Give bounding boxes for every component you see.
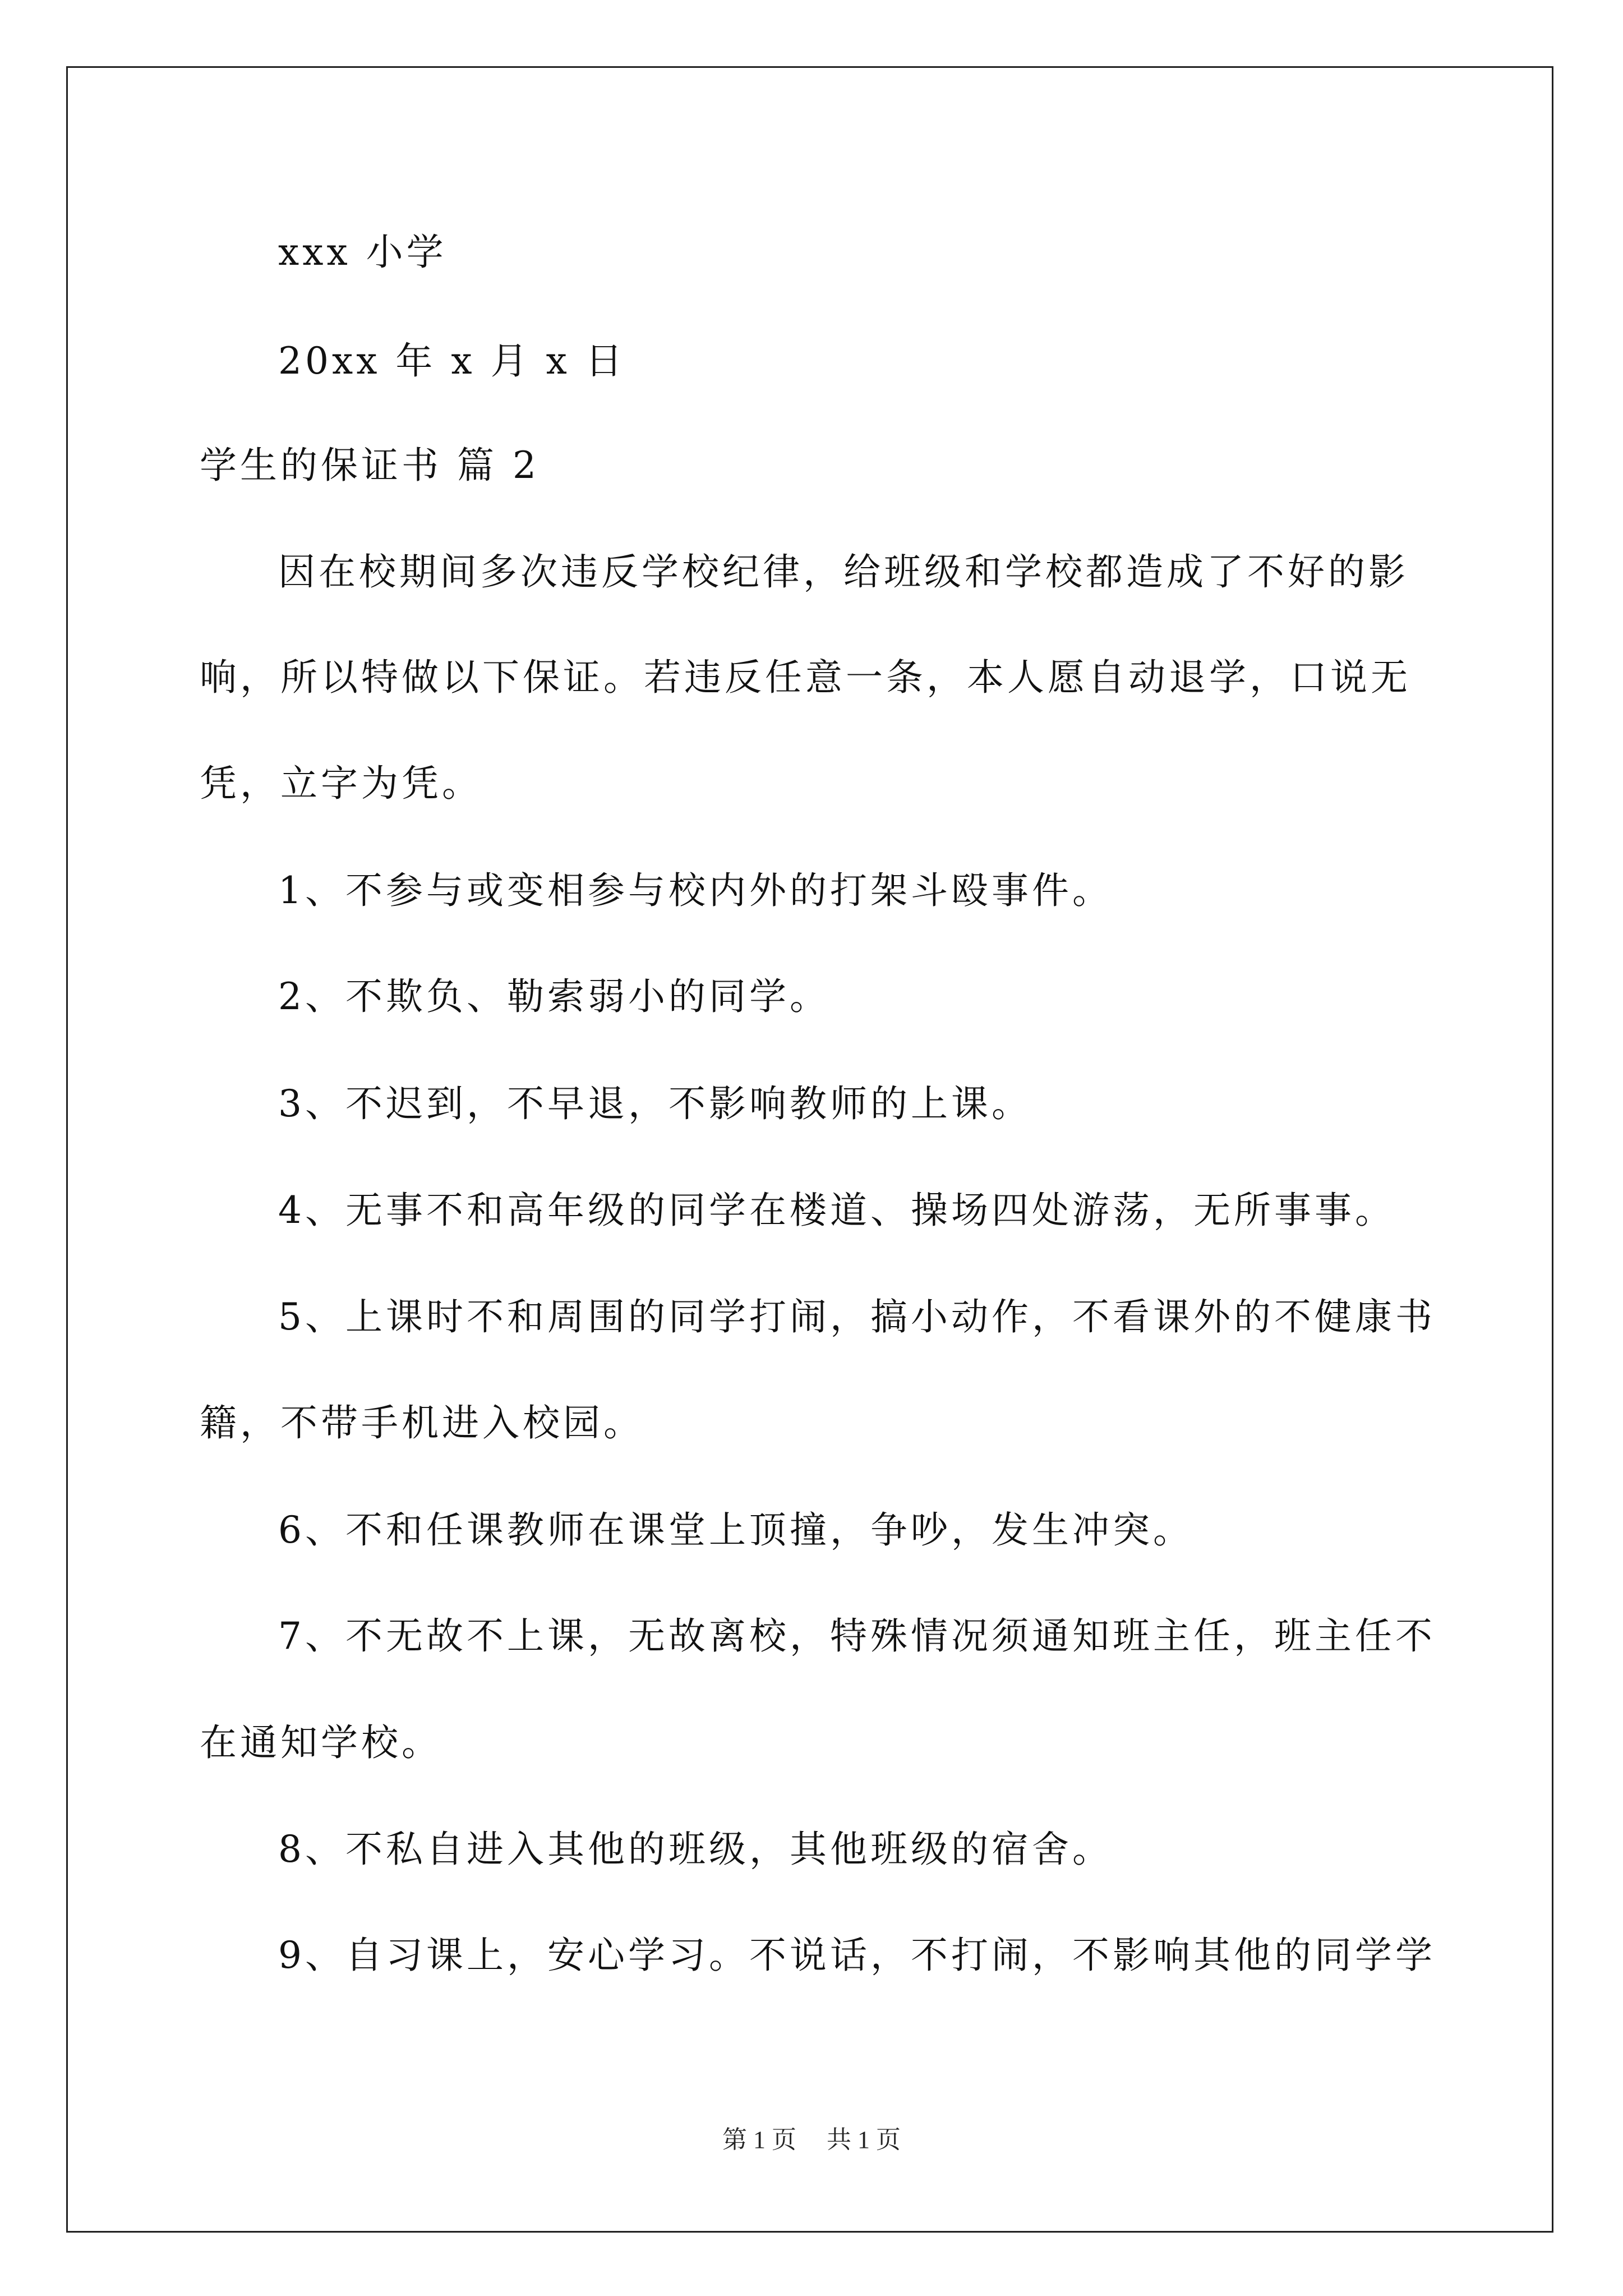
pledge-item-7-cont: 在通知学校。 [200, 1721, 442, 1764]
page-footer [0, 2124, 1623, 2156]
section-title: 学生的保证书 篇 2 [200, 444, 540, 487]
document-date: 20xx 年 x 月 x 日 [278, 339, 626, 383]
school-name: xxx 小学 [278, 231, 447, 274]
pledge-item-8: 8、不私自进入其他的班级，其他班级的宿舍。 [278, 1828, 1113, 1871]
pledge-item-7: 7、不无故不上课，无故离校，特殊情况须通知班主任，班主任不 [278, 1614, 1436, 1658]
pledge-item-4: 4、无事不和高年级的同学在楼道、操场四处游荡，无所事事。 [278, 1189, 1395, 1232]
pledge-item-2: 2、不欺负、勒索弱小的同学。 [278, 975, 830, 1018]
intro-line: 因在校期间多次违反学校纪律，给班级和学校都造成了不好的影 [278, 550, 1409, 593]
pledge-item-6: 6、不和任课教师在课堂上顶撞，争吵，发生冲突。 [278, 1508, 1193, 1552]
pledge-item-1: 1、不参与或变相参与校内外的打架斗殴事件。 [278, 869, 1113, 912]
page-border [66, 66, 1553, 2233]
pledge-item-5-cont: 籍，不带手机进入校园。 [200, 1401, 644, 1444]
pledge-item-3: 3、不迟到，不早退，不影响教师的上课。 [278, 1082, 1032, 1125]
pledge-item-5: 5、上课时不和周围的同学打闹，搞小动作，不看课外的不健康书 [278, 1295, 1436, 1338]
intro-line: 响，所以特做以下保证。若违反任意一条，本人愿自动退学，口说无 [200, 656, 1411, 699]
page-number: 第 1 页 [722, 2126, 796, 2154]
intro-line: 凭，立字为凭。 [200, 762, 482, 805]
pledge-item-9: 9、自习课上，安心学习。不说话，不打闹，不影响其他的同学学 [278, 1934, 1436, 1977]
page-total: 共 1 页 [827, 2126, 901, 2154]
